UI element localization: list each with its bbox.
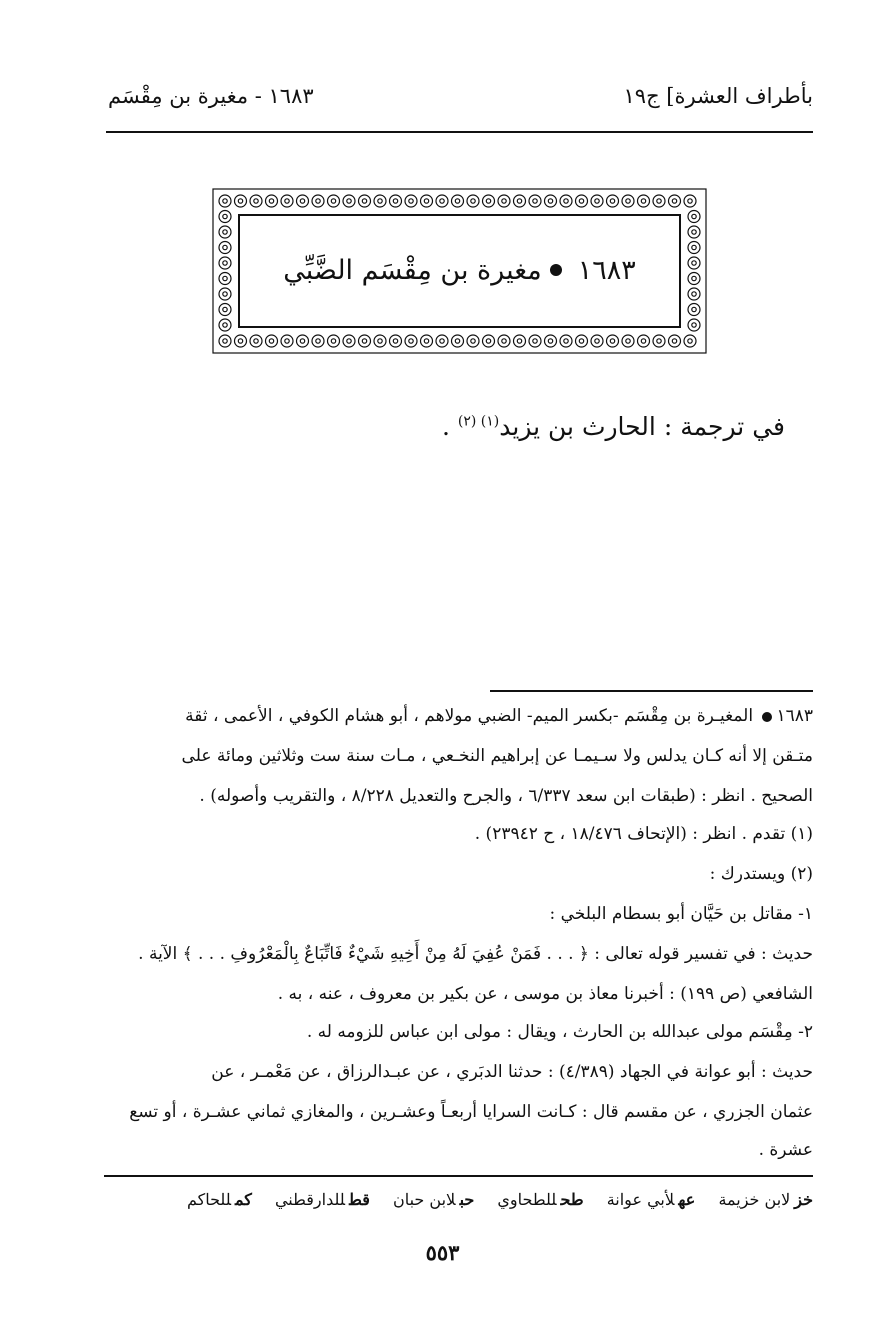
abbreviation-item: قطللدارقطني — [274, 1190, 370, 1209]
running-header-book: بأطراف العشرة] ج١٩ — [623, 84, 813, 108]
running-header-entry: ١٦٨٣ - مغيرة بن مِقْسَم — [108, 84, 314, 108]
footnote-line: (١) تقدم . انظر : (الإتحاف ١٨/٤٧٦ ، ح ٢٣٩٤٢) . — [474, 824, 813, 844]
footnote-line: حديث : في تفسير قوله تعالى : ﴿ . . . فَمَنْ عُفِيَ لَهُ مِنْ أَخِيهِ شَيْءٌ فَاتِّبَاعٌ بِالْمَعْرُوفِ . . . ﴾ الآية . — [138, 944, 813, 964]
bullet-icon — [762, 712, 772, 722]
footnote-refs: (١) (٢) — [457, 413, 500, 430]
footnote-line: الصحيح . انظر : (طبقات ابن سعد ٦/٣٣٧ ، والجرح والتعديل ٨/٢٢٨ ، والتقريب وأصوله) . — [199, 786, 813, 806]
footnote-line: ١- مقاتل بن حَيَّان أبو بسطام البلخي : — [549, 904, 813, 924]
footnote-line: (٢) ويستدرك : — [709, 864, 813, 884]
entry-title-frame — [211, 187, 708, 355]
footnote-line: متـقن إلا أنه كـان يدلس ولا سـيمـا عن إبراهيم النخـعي ، مـات سنة ست وثلاثين ومائة على — [181, 746, 813, 766]
entry-name: مغيرة بن مِقْسَم الضَّبِّي — [283, 254, 542, 286]
abbreviation-item: عهلأبي عوانة — [606, 1190, 696, 1209]
page-number: ٥٥٣ — [425, 1240, 460, 1265]
footnote-line: ١٦٨٣ المغيـرة بن مِقْسَم -بكسر الميم- الضبي مولاهم ، أبو هشام الكوفي ، الأعمى ، ثقة — [185, 706, 813, 726]
abbreviation-item: طحللطحاوي — [497, 1190, 584, 1209]
abbreviation-item: حبلابن حبان — [392, 1190, 475, 1209]
main-entry-body: في ترجمة : الحارث بن يزيد — [499, 412, 785, 441]
footnote-rule — [490, 690, 813, 692]
footnote-line: الشافعي (ص ١٩٩) : أخبرنا معاذ بن موسى ، عن بكير بن معروف ، عنه ، به . — [277, 984, 813, 1004]
main-entry-end: . — [441, 412, 458, 441]
footnote-line: عشرة . — [758, 1140, 813, 1160]
entry-number: ١٦٨٣ — [577, 254, 636, 286]
footnote-line: عثمان الجزري ، عن مقسم قال : كـانت السرايا أربعـاً وعشـرين ، والمغازي ثماني عشـرة ، أو تسع — [129, 1102, 813, 1122]
footnote-line: ٢- مِقْسَم مولى عبدالله بن الحارث ، ويقال : مولى ابن عباس للزومه له . — [306, 1022, 813, 1042]
header-rule — [106, 131, 813, 133]
entry-title — [241, 239, 678, 301]
abbreviation-item: خزلابن خزيمة — [718, 1190, 813, 1209]
footnote-line: حديث : أبو عوانة في الجهاد (٤/٣٨٩) : حدثنا الدبَري ، عن عبـدالرزاق ، عن مَعْمـر ، عن — [211, 1062, 813, 1082]
bullet-icon — [550, 264, 562, 276]
abbreviations-key — [169, 1190, 813, 1209]
main-entry-text — [442, 412, 785, 441]
abbreviations-rule — [104, 1175, 813, 1177]
abbreviation-item: كمللحاكم — [186, 1190, 252, 1209]
